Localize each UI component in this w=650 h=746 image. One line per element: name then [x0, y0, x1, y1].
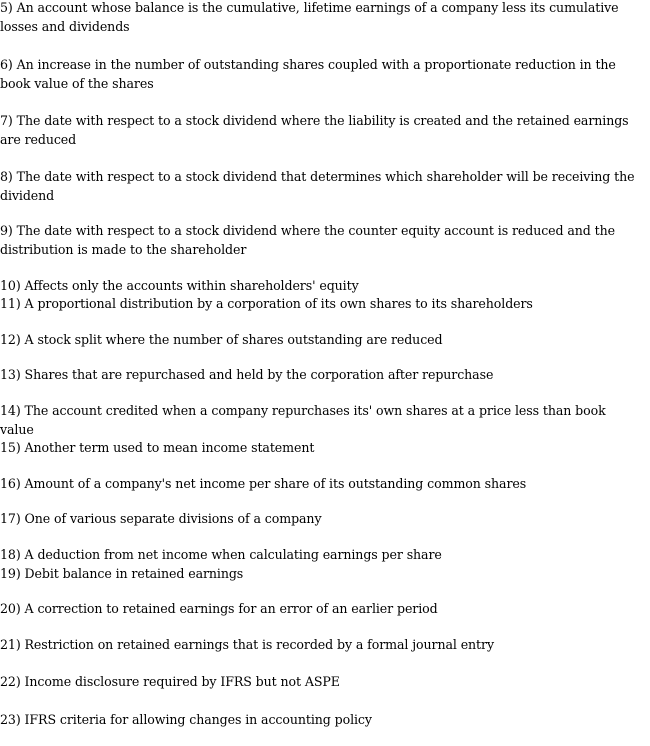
question-number: 15)	[0, 440, 21, 455]
question-9	[0, 221, 642, 259]
question-13	[0, 365, 642, 384]
question-text: Another term used to mean income statement	[24, 440, 315, 455]
question-number: 18)	[0, 547, 21, 562]
question-7	[0, 111, 642, 149]
question-number: 9)	[0, 223, 13, 238]
question-number: 22)	[0, 674, 21, 689]
question-number: 17)	[0, 511, 21, 526]
question-text: Debit balance in retained earnings	[24, 566, 244, 581]
question-21	[0, 635, 642, 654]
question-number: 16)	[0, 476, 21, 491]
question-text: Affects only the accounts within shareholders' equity	[24, 278, 359, 293]
question-6	[0, 55, 642, 93]
question-20	[0, 599, 642, 618]
question-text: Income disclosure required by IFRS but not ASPE	[24, 674, 340, 689]
question-text: A deduction from net income when calculating earnings per share	[24, 547, 442, 562]
question-23	[0, 710, 642, 729]
question-text: The date with respect to a stock dividend that determines which shareholder will be receiving the dividend	[0, 169, 635, 203]
question-text: IFRS criteria for allowing changes in accounting policy	[24, 712, 372, 727]
question-5	[0, 0, 642, 36]
question-10	[0, 276, 642, 295]
question-8	[0, 167, 642, 205]
question-text: One of various separate divisions of a company	[24, 511, 322, 526]
question-number: 14)	[0, 403, 21, 418]
question-text: The account credited when a company repurchases its' own shares at a price less than book value	[0, 403, 606, 437]
question-number: 23)	[0, 712, 21, 727]
question-number: 5)	[0, 0, 13, 15]
question-number: 20)	[0, 601, 21, 616]
question-number: 11)	[0, 296, 21, 311]
question-18	[0, 545, 642, 564]
question-19	[0, 564, 642, 583]
question-22	[0, 672, 642, 691]
question-number: 7)	[0, 113, 13, 128]
question-text: A proportional distribution by a corporation of its own shares to its shareholders	[24, 296, 533, 311]
question-number: 12)	[0, 332, 21, 347]
question-text: Restriction on retained earnings that is recorded by a formal journal entry	[24, 637, 494, 652]
question-text: The date with respect to a stock dividend where the counter equity account is reduced and the distribution is made to the shareholder	[0, 223, 615, 257]
question-number: 19)	[0, 566, 21, 581]
question-text: Amount of a company's net income per share of its outstanding common shares	[24, 476, 527, 491]
question-number: 6)	[0, 57, 13, 72]
question-15	[0, 438, 642, 457]
question-text: An increase in the number of outstanding shares coupled with a proportionate reduction in the book value of the shares	[0, 57, 616, 91]
question-text: The date with respect to a stock dividend where the liability is created and the retained earnings are reduced	[0, 113, 629, 147]
question-12	[0, 330, 642, 349]
question-16	[0, 474, 642, 493]
question-number: 21)	[0, 637, 21, 652]
question-text: Shares that are repurchased and held by the corporation after repurchase	[24, 367, 494, 382]
question-number: 13)	[0, 367, 21, 382]
question-text: A stock split where the number of shares outstanding are reduced	[24, 332, 443, 347]
question-14	[0, 401, 642, 439]
question-text: An account whose balance is the cumulative, lifetime earnings of a company less its cumulative losses and dividends	[0, 0, 619, 34]
question-number: 10)	[0, 278, 21, 293]
question-number: 8)	[0, 169, 13, 184]
question-text: A correction to retained earnings for an error of an earlier period	[24, 601, 438, 616]
question-17	[0, 509, 642, 528]
question-11	[0, 294, 642, 313]
